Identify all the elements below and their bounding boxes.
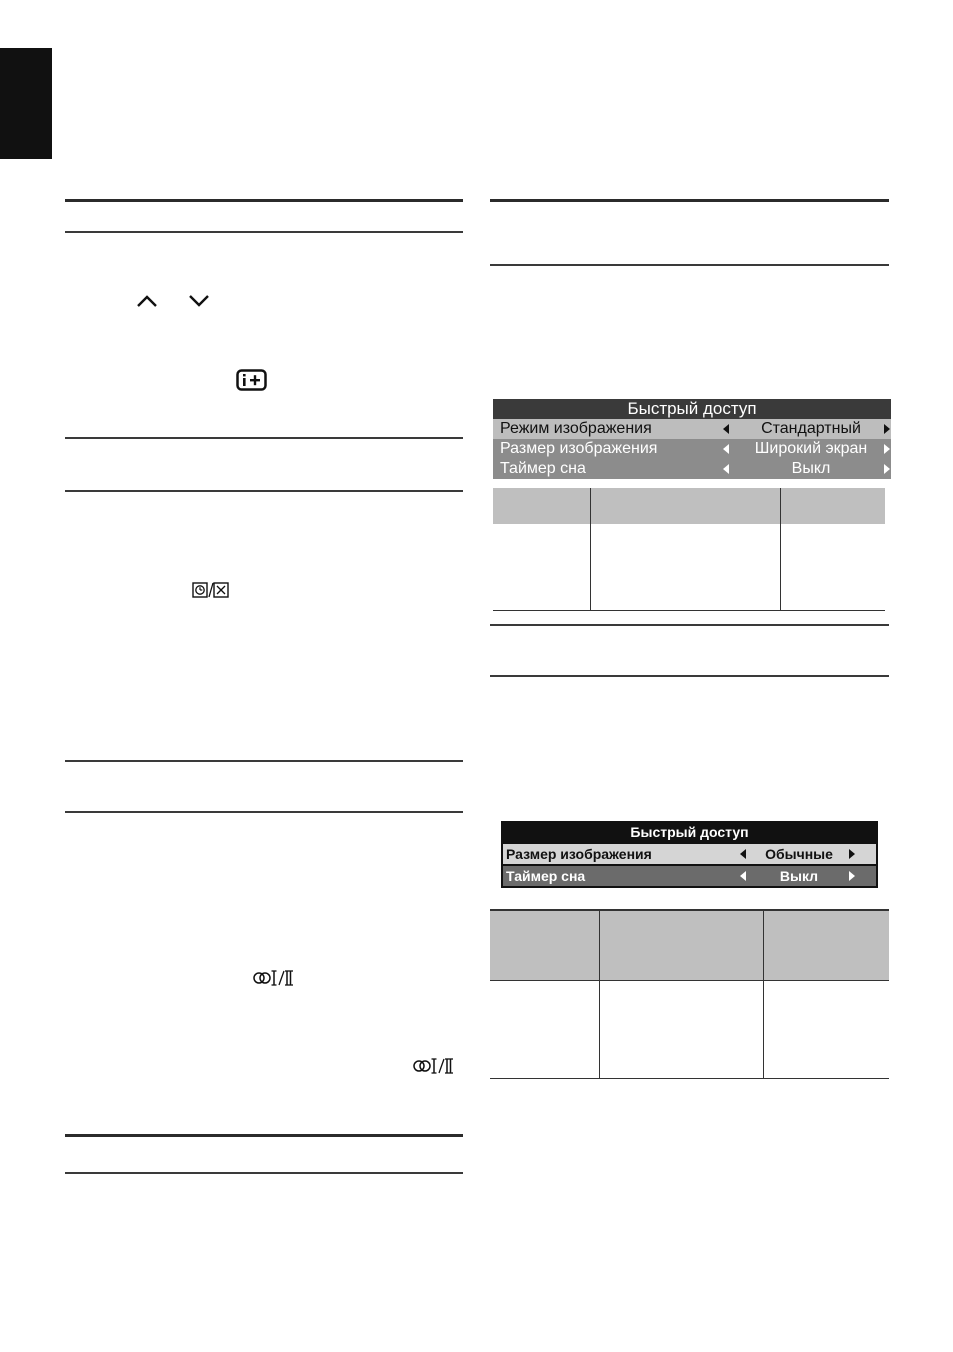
arrow-left-icon[interactable] <box>723 464 729 474</box>
arrow-left-icon[interactable] <box>723 444 729 454</box>
table-header-cell <box>781 488 886 524</box>
arrow-left-icon[interactable] <box>723 424 729 434</box>
section-rule <box>490 264 889 266</box>
arrow-right-icon[interactable] <box>884 464 890 474</box>
quick-access-menu-1 <box>493 399 891 479</box>
menu-row-value: Обычные <box>765 846 833 862</box>
table-header-cell <box>591 488 781 524</box>
section-rule <box>65 437 463 439</box>
menu-row-label: Таймер сна <box>506 868 586 884</box>
chevron-up-icon <box>136 292 158 310</box>
menu-row-label: Режим изображения <box>500 420 652 437</box>
section-rule <box>65 490 463 492</box>
menu-row-label: Размер изображения <box>506 846 652 862</box>
section-rule <box>65 811 463 813</box>
menu-row-value: Выкл <box>791 460 831 477</box>
menu-title: Быстрый доступ <box>493 399 891 419</box>
table-cell <box>600 980 764 1078</box>
info-table-1 <box>493 488 885 611</box>
section-rule <box>490 675 889 677</box>
arrow-right-icon[interactable] <box>884 444 890 454</box>
info-plus-icon <box>236 369 267 391</box>
dual-audio-icon <box>253 969 301 987</box>
menu-title: Быстрый доступ <box>630 824 749 840</box>
section-rule <box>490 624 889 626</box>
arrow-left-icon[interactable] <box>740 849 746 859</box>
table-cell <box>591 524 781 610</box>
table-cell <box>764 980 890 1078</box>
menu-row-picture-size[interactable] <box>503 844 876 864</box>
arrow-left-icon[interactable] <box>740 871 746 881</box>
menu-row-sleep-timer[interactable] <box>493 459 891 479</box>
menu-row-sleep-timer[interactable] <box>503 866 876 886</box>
menu-row-value: Стандартный <box>761 420 861 437</box>
table-header-cell <box>600 910 764 980</box>
table-header-cell <box>490 910 600 980</box>
section-rule <box>65 760 463 762</box>
section-rule <box>65 231 463 233</box>
section-rule <box>65 1172 463 1174</box>
section-rule <box>490 199 889 202</box>
menu-row-picture-mode[interactable] <box>493 419 891 439</box>
dual-audio-icon <box>413 1057 461 1075</box>
table-header-cell <box>493 488 591 524</box>
chevron-down-icon <box>188 292 210 310</box>
table-cell <box>781 524 886 610</box>
arrow-right-icon[interactable] <box>849 849 855 859</box>
text-icon <box>192 582 230 598</box>
menu-row-picture-size[interactable] <box>493 439 891 459</box>
quick-access-menu-2 <box>501 821 878 888</box>
menu-row-value: Выкл <box>779 868 819 884</box>
section-tab <box>0 48 52 159</box>
section-rule <box>65 199 463 202</box>
table-cell <box>490 980 600 1078</box>
menu-row-label: Размер изображения <box>500 440 658 457</box>
arrow-right-icon[interactable] <box>849 871 855 881</box>
table-cell <box>493 524 591 610</box>
section-rule <box>65 1134 463 1137</box>
table-header-cell <box>764 910 890 980</box>
menu-row-value: Широкий экран <box>754 440 868 457</box>
menu-row-label: Таймер сна <box>500 460 586 477</box>
info-table-2 <box>490 909 889 1079</box>
arrow-right-icon[interactable] <box>884 424 890 434</box>
